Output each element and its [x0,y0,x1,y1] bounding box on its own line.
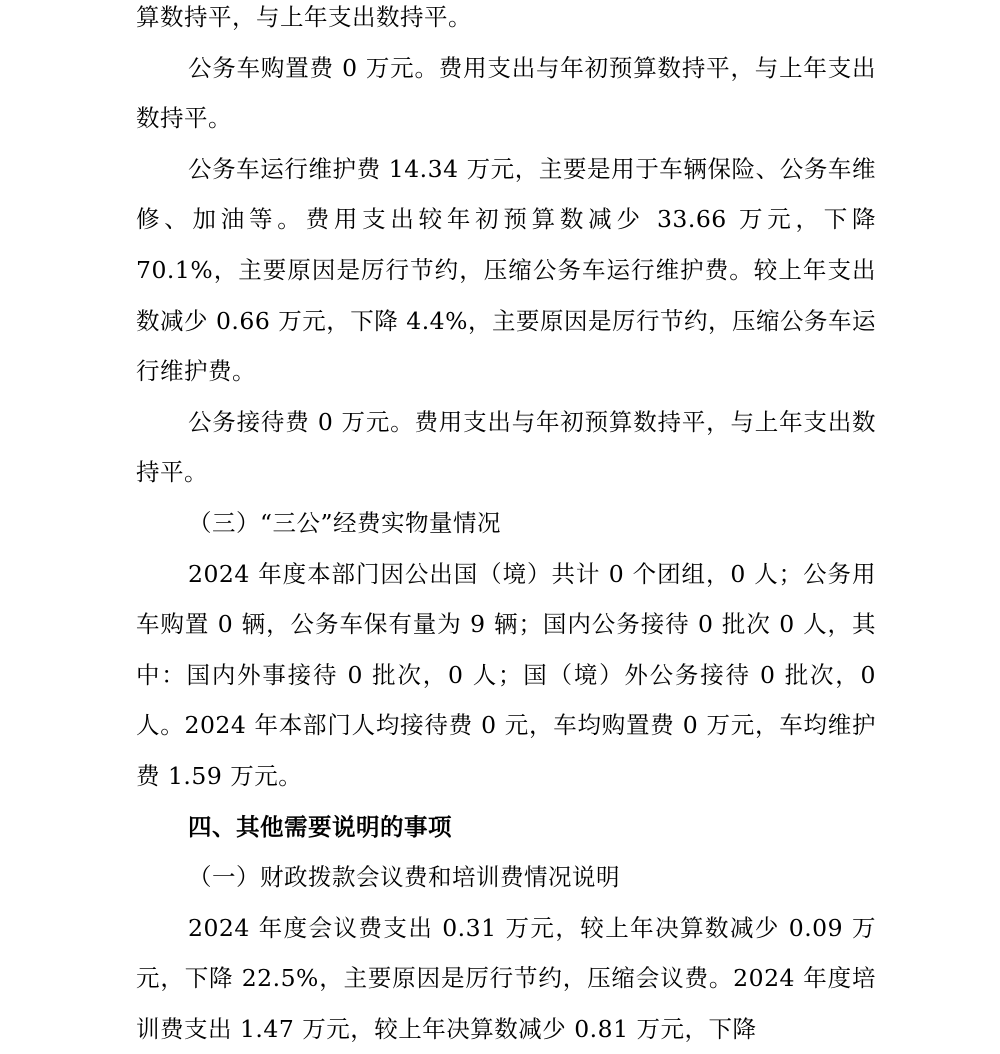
section-heading-other-matters: 四、其他需要说明的事项 [188,812,452,841]
document-page [136,0,876,1054]
paragraph-continuation: 算数持平，与上年支出数持平。 [136,3,472,31]
paragraph-reception-fee: 公务接待费 0 万元。费用支出与年初预算数持平，与上年支出数持平。 [136,407,876,487]
subheading-physical-quantity: （三）“三公”经费实物量情况 [188,508,502,537]
paragraph-physical-quantity: 2024 年度本部门因公出国（境）共计 0 个团组，0 人；公务用车购置 0 辆，公务车保有量为 9 辆；国内公务接待 0 批次 0 人，其中：国内外事接待 0 批次，0 人；国（境）外公务接待 0 批次，0 人。2024 年本部门人均接待费 0 元，车均购置费 0 万元，车均维护费 1.59 万元。 [136,559,876,790]
paragraph-vehicle-maintenance: 公务车运行维护费 14.34 万元，主要是用于车辆保险、公务车维修、加油等。费用支出较年初预算数减少 33.66 万元，下降 70.1%，主要原因是厉行节约，压缩公务车运行维护费。较上年支出数减少 0.66 万元，下降 4.4%，主要原因是厉行节约，压缩公务车运行维护费。 [136,154,876,386]
subheading-meeting-training: （一）财政拨款会议费和培训费情况说明 [188,863,620,892]
paragraph-vehicle-purchase: 公务车购置费 0 万元。费用支出与年初预算数持平，与上年支出数持平。 [136,53,876,133]
paragraph-meeting-training: 2024 年度会议费支出 0.31 万元，较上年决算数减少 0.09 万元，下降 22.5%，主要原因是厉行节约，压缩会议费。2024 年度培训费支出 1.47 万元，较上年决算数减少 0.81 万元，下降 [136,913,876,1043]
